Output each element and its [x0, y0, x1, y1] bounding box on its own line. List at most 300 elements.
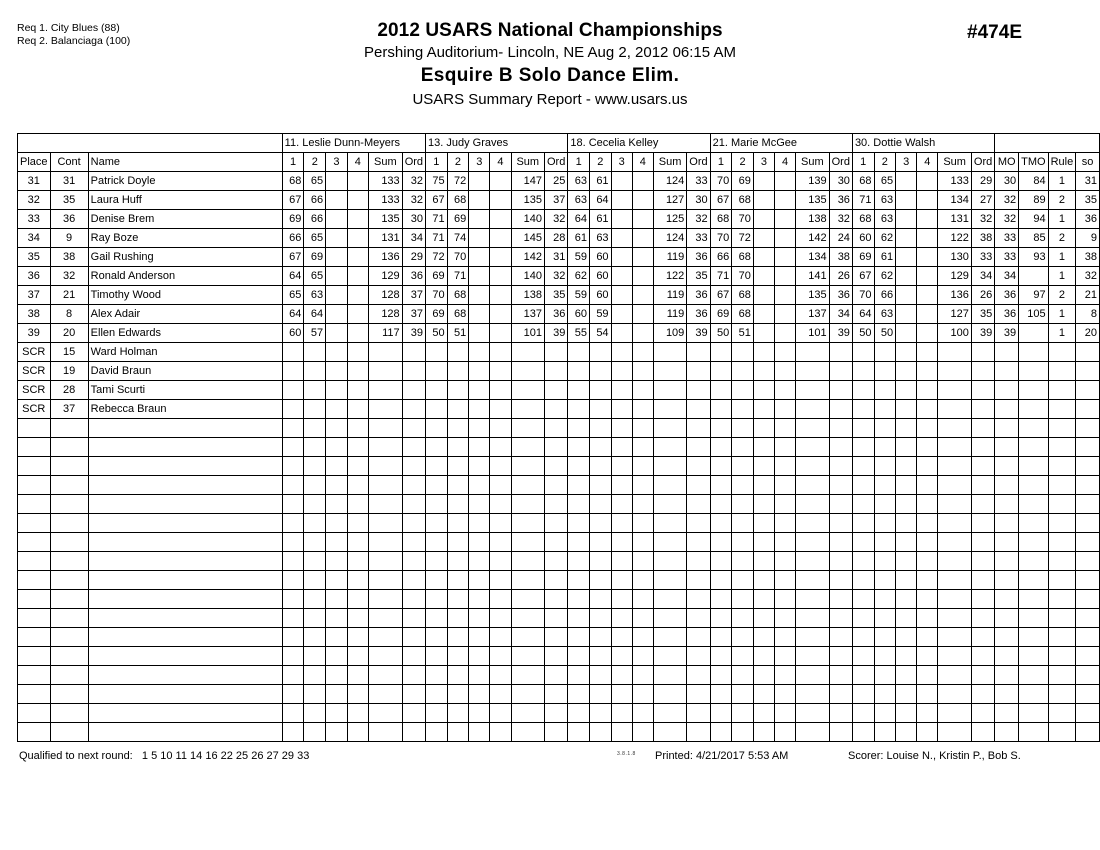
- cell-empty: [568, 514, 590, 533]
- cell-empty: [18, 552, 51, 571]
- cell-judge1-2: 65: [304, 172, 326, 191]
- cell-tmo: 105: [1019, 305, 1048, 324]
- cell-empty: [545, 628, 568, 647]
- cell-empty: [469, 666, 490, 685]
- cell-empty: [710, 609, 732, 628]
- cell-judge3-ord: [687, 381, 710, 400]
- cell-empty: [829, 457, 852, 476]
- cell-judge3-1: [568, 343, 590, 362]
- cell-empty: [852, 647, 874, 666]
- cell-empty: [426, 609, 448, 628]
- cell-empty: [426, 590, 448, 609]
- table-row-empty[interactable]: [18, 552, 1100, 571]
- cell-empty: [568, 457, 590, 476]
- cell-judge3-4: [632, 286, 653, 305]
- cell-tmo: [1019, 343, 1048, 362]
- cell-judge4-1: 67: [710, 286, 732, 305]
- cell-empty: [18, 438, 51, 457]
- cell-empty: [852, 533, 874, 552]
- cell-empty: [369, 571, 403, 590]
- cell-empty: [1048, 704, 1076, 723]
- table-row-empty[interactable]: [18, 495, 1100, 514]
- cell-empty: [829, 628, 852, 647]
- cell-empty: [611, 628, 632, 647]
- cell-empty: [447, 609, 469, 628]
- cell-empty: [852, 476, 874, 495]
- cell-judge1-1: [282, 343, 304, 362]
- cell-judge2-1: [426, 400, 448, 419]
- cell-empty: [995, 495, 1019, 514]
- cell-judge5-sum: 127: [938, 305, 971, 324]
- table-row-empty[interactable]: [18, 533, 1100, 552]
- cell-judge5-3: [896, 229, 917, 248]
- cell-judge3-ord: 35: [687, 267, 710, 286]
- cell-empty: [632, 533, 653, 552]
- cell-judge1-3: [326, 267, 347, 286]
- cell-so: 20: [1076, 324, 1100, 343]
- table-row-empty[interactable]: [18, 590, 1100, 609]
- cell-empty: [568, 552, 590, 571]
- cell-empty: [304, 723, 326, 742]
- cell-judge2-ord: [545, 343, 568, 362]
- cell-empty: [874, 723, 896, 742]
- cell-empty: [447, 476, 469, 495]
- table-row-empty[interactable]: [18, 514, 1100, 533]
- cell-name: Ray Boze: [88, 229, 282, 248]
- cell-judge4-3: [753, 286, 774, 305]
- cell-empty: [1048, 628, 1076, 647]
- cell-judge5-1: 67: [852, 267, 874, 286]
- cell-empty: [687, 590, 710, 609]
- cell-name: Laura Huff: [88, 191, 282, 210]
- table-row-empty[interactable]: [18, 419, 1100, 438]
- cell-judge4-2: [732, 362, 754, 381]
- table-row[interactable]: [18, 210, 1100, 229]
- cell-place: 37: [18, 286, 51, 305]
- cell-cont: 15: [50, 343, 88, 362]
- cell-judge3-1: 62: [568, 267, 590, 286]
- cell-empty: [511, 495, 544, 514]
- cell-judge1-4: [347, 229, 368, 248]
- cell-empty: [995, 723, 1019, 742]
- cell-judge1-sum: [369, 343, 403, 362]
- table-row-empty[interactable]: [18, 647, 1100, 666]
- cell-judge2-2: 71: [447, 267, 469, 286]
- table-row[interactable]: [18, 191, 1100, 210]
- table-row[interactable]: [18, 324, 1100, 343]
- cell-judge2-ord: [545, 362, 568, 381]
- table-row-empty[interactable]: [18, 666, 1100, 685]
- cell-empty: [687, 685, 710, 704]
- cell-cont: 8: [50, 305, 88, 324]
- cell-tmo: [1019, 400, 1048, 419]
- cell-empty: [589, 685, 611, 704]
- table-row-empty[interactable]: [18, 609, 1100, 628]
- cell-empty: [447, 571, 469, 590]
- table-row-empty[interactable]: [18, 704, 1100, 723]
- cell-empty: [18, 647, 51, 666]
- cell-judge5-sum: 136: [938, 286, 971, 305]
- cell-judge3-sum: [653, 381, 686, 400]
- cell-empty: [545, 723, 568, 742]
- cell-judge4-4: [774, 381, 795, 400]
- cell-empty: [426, 552, 448, 571]
- table-row[interactable]: [18, 248, 1100, 267]
- judge-header-1: 11. Leslie Dunn-Meyers: [282, 134, 425, 153]
- cell-empty: [545, 419, 568, 438]
- cell-judge2-1: 50: [426, 324, 448, 343]
- cell-empty: [852, 590, 874, 609]
- cell-judge1-4: [347, 381, 368, 400]
- cell-judge2-3: [469, 267, 490, 286]
- cell-mo: [995, 343, 1019, 362]
- cell-empty: [282, 723, 304, 742]
- cell-empty: [1076, 685, 1100, 704]
- cell-judge2-4: [490, 400, 511, 419]
- table-row[interactable]: [18, 229, 1100, 248]
- cell-judge3-sum: 124: [653, 229, 686, 248]
- cell-so: [1076, 362, 1100, 381]
- cell-empty: [426, 704, 448, 723]
- cell-judge2-sum: 138: [511, 286, 544, 305]
- cell-judge3-1: 64: [568, 210, 590, 229]
- cell-empty: [917, 552, 938, 571]
- cell-judge2-4: [490, 172, 511, 191]
- cell-empty: [447, 438, 469, 457]
- cell-rule: 1: [1048, 210, 1076, 229]
- header-judge5-sum: Sum: [938, 153, 971, 172]
- page-title: 2012 USARS National Championships: [377, 20, 723, 41]
- cell-judge3-1: 55: [568, 324, 590, 343]
- table-row-empty[interactable]: [18, 438, 1100, 457]
- cell-judge3-ord: [687, 362, 710, 381]
- cell-empty: [50, 590, 88, 609]
- cell-judge1-2: [304, 381, 326, 400]
- table-row[interactable]: [18, 267, 1100, 286]
- table-row-empty[interactable]: [18, 685, 1100, 704]
- cell-empty: [347, 533, 368, 552]
- cell-empty: [796, 666, 829, 685]
- header-judge2-2: 2: [447, 153, 469, 172]
- cell-empty: [402, 571, 425, 590]
- cell-empty: [1076, 571, 1100, 590]
- cell-judge1-3: [326, 362, 347, 381]
- cell-empty: [490, 647, 511, 666]
- cell-empty: [304, 533, 326, 552]
- cell-empty: [938, 476, 971, 495]
- cell-empty: [447, 457, 469, 476]
- cell-empty: [874, 685, 896, 704]
- cell-judge5-2: 61: [874, 248, 896, 267]
- cell-judge4-4: [774, 305, 795, 324]
- cell-judge4-ord: 30: [829, 172, 852, 191]
- cell-empty: [326, 457, 347, 476]
- cell-judge4-2: [732, 343, 754, 362]
- cell-empty: [632, 666, 653, 685]
- cell-judge3-3: [611, 362, 632, 381]
- cell-judge3-sum: 119: [653, 248, 686, 267]
- cell-empty: [490, 457, 511, 476]
- cell-empty: [304, 419, 326, 438]
- cell-empty: [1048, 552, 1076, 571]
- cell-judge4-ord: 24: [829, 229, 852, 248]
- cell-empty: [732, 514, 754, 533]
- cell-empty: [545, 552, 568, 571]
- cell-tmo: [1019, 381, 1048, 400]
- cell-empty: [369, 609, 403, 628]
- cell-empty: [50, 457, 88, 476]
- cell-place: 35: [18, 248, 51, 267]
- cell-empty: [426, 533, 448, 552]
- cell-empty: [995, 438, 1019, 457]
- cell-name: Ellen Edwards: [88, 324, 282, 343]
- cell-judge4-4: [774, 362, 795, 381]
- cell-mo: 33: [995, 248, 1019, 267]
- cell-empty: [995, 457, 1019, 476]
- header-judge5-4: 4: [917, 153, 938, 172]
- cell-empty: [917, 571, 938, 590]
- judge-row-tail-spacer: [995, 134, 1100, 153]
- cell-name: Tami Scurti: [88, 381, 282, 400]
- cell-judge4-3: [753, 191, 774, 210]
- cell-empty: [511, 552, 544, 571]
- cell-empty: [732, 647, 754, 666]
- cell-judge4-4: [774, 267, 795, 286]
- header-cont: Cont: [50, 153, 88, 172]
- table-row[interactable]: [18, 172, 1100, 191]
- cell-empty: [568, 628, 590, 647]
- cell-empty: [917, 476, 938, 495]
- cell-judge2-ord: [545, 381, 568, 400]
- cell-judge4-4: [774, 400, 795, 419]
- header-name: Name: [88, 153, 282, 172]
- cell-judge1-4: [347, 305, 368, 324]
- table-row[interactable]: [18, 362, 1100, 381]
- cell-empty: [326, 495, 347, 514]
- cell-empty: [50, 552, 88, 571]
- cell-judge5-3: [896, 324, 917, 343]
- cell-judge5-2: 50: [874, 324, 896, 343]
- cell-empty: [1048, 571, 1076, 590]
- cell-judge2-2: [447, 381, 469, 400]
- cell-judge5-ord: 35: [971, 305, 994, 324]
- cell-judge5-1: [852, 343, 874, 362]
- cell-empty: [490, 552, 511, 571]
- cell-empty: [732, 628, 754, 647]
- cell-empty: [995, 685, 1019, 704]
- cell-judge2-sum: [511, 400, 544, 419]
- cell-empty: [490, 476, 511, 495]
- cell-empty: [402, 476, 425, 495]
- cell-judge2-1: 69: [426, 305, 448, 324]
- cell-empty: [1019, 590, 1048, 609]
- cell-empty: [511, 476, 544, 495]
- cell-empty: [50, 685, 88, 704]
- cell-empty: [896, 476, 917, 495]
- cell-judge4-4: [774, 248, 795, 267]
- cell-so: 36: [1076, 210, 1100, 229]
- title-block: [0, 20, 1100, 108]
- cell-empty: [995, 476, 1019, 495]
- table-row[interactable]: [18, 381, 1100, 400]
- cell-judge1-1: 65: [282, 286, 304, 305]
- cell-judge5-4: [917, 381, 938, 400]
- cell-empty: [632, 476, 653, 495]
- cell-judge4-sum: [796, 381, 829, 400]
- cell-judge2-sum: [511, 362, 544, 381]
- cell-judge4-3: [753, 229, 774, 248]
- cell-empty: [490, 704, 511, 723]
- cell-empty: [589, 419, 611, 438]
- cell-empty: [50, 704, 88, 723]
- cell-empty: [50, 419, 88, 438]
- cell-judge3-ord: [687, 343, 710, 362]
- cell-empty: [469, 514, 490, 533]
- cell-empty: [1048, 590, 1076, 609]
- cell-empty: [896, 457, 917, 476]
- cell-judge3-2: 54: [589, 324, 611, 343]
- cell-judge4-1: 66: [710, 248, 732, 267]
- cell-empty: [402, 514, 425, 533]
- cell-empty: [1048, 457, 1076, 476]
- cell-judge4-2: 72: [732, 229, 754, 248]
- cell-empty: [971, 647, 994, 666]
- judge-header-2: 13. Judy Graves: [426, 134, 568, 153]
- cell-empty: [447, 685, 469, 704]
- cell-empty: [653, 723, 686, 742]
- header-judge4-ord: Ord: [829, 153, 852, 172]
- table-row[interactable]: [18, 286, 1100, 305]
- cell-empty: [653, 628, 686, 647]
- cell-tmo: 89: [1019, 191, 1048, 210]
- table-row-empty[interactable]: [18, 723, 1100, 742]
- cell-empty: [710, 533, 732, 552]
- cell-empty: [1048, 723, 1076, 742]
- cell-empty: [1048, 533, 1076, 552]
- table-row[interactable]: [18, 343, 1100, 362]
- cell-empty: [732, 590, 754, 609]
- cell-judge4-sum: 135: [796, 191, 829, 210]
- cell-rule: 1: [1048, 172, 1076, 191]
- cell-judge1-3: [326, 191, 347, 210]
- qualified-label: Qualified to next round:: [19, 750, 133, 762]
- cell-empty: [753, 666, 774, 685]
- cell-empty: [653, 419, 686, 438]
- cell-empty: [896, 552, 917, 571]
- cell-judge2-ord: 37: [545, 191, 568, 210]
- cell-judge1-3: [326, 210, 347, 229]
- cell-empty: [710, 628, 732, 647]
- cell-judge3-3: [611, 191, 632, 210]
- version-mark: 3.8.1.8: [617, 751, 636, 757]
- cell-empty: [347, 609, 368, 628]
- table-row-empty[interactable]: [18, 628, 1100, 647]
- cell-empty: [511, 438, 544, 457]
- cell-judge1-4: [347, 248, 368, 267]
- cell-judge2-2: 72: [447, 172, 469, 191]
- cell-empty: [18, 628, 51, 647]
- cell-empty: [304, 495, 326, 514]
- cell-judge5-sum: 100: [938, 324, 971, 343]
- cell-empty: [469, 723, 490, 742]
- cell-judge1-2: [304, 343, 326, 362]
- cell-empty: [326, 609, 347, 628]
- cell-empty: [326, 438, 347, 457]
- cell-empty: [971, 723, 994, 742]
- cell-empty: [632, 628, 653, 647]
- cell-empty: [88, 419, 282, 438]
- cell-empty: [568, 704, 590, 723]
- cell-judge1-ord: 37: [402, 305, 425, 324]
- cell-judge4-1: [710, 362, 732, 381]
- cell-empty: [1019, 628, 1048, 647]
- cell-empty: [917, 495, 938, 514]
- cell-empty: [1076, 590, 1100, 609]
- cell-cont: 38: [50, 248, 88, 267]
- cell-empty: [774, 704, 795, 723]
- cell-empty: [402, 457, 425, 476]
- cell-judge2-1: 75: [426, 172, 448, 191]
- cell-rule: [1048, 343, 1076, 362]
- cell-empty: [829, 609, 852, 628]
- cell-cont: 21: [50, 286, 88, 305]
- cell-empty: [732, 685, 754, 704]
- cell-empty: [18, 704, 51, 723]
- cell-empty: [88, 647, 282, 666]
- cell-empty: [653, 495, 686, 514]
- cell-empty: [282, 571, 304, 590]
- cell-empty: [326, 723, 347, 742]
- header-judge1-sum: Sum: [369, 153, 403, 172]
- cell-name: Denise Brem: [88, 210, 282, 229]
- cell-judge4-3: [753, 305, 774, 324]
- cell-judge1-ord: 39: [402, 324, 425, 343]
- cell-judge3-1: [568, 381, 590, 400]
- cell-empty: [774, 552, 795, 571]
- cell-judge1-sum: 128: [369, 286, 403, 305]
- cell-empty: [490, 571, 511, 590]
- cell-judge2-3: [469, 324, 490, 343]
- cell-empty: [511, 514, 544, 533]
- header-judge2-1: 1: [426, 153, 448, 172]
- table-row-empty[interactable]: [18, 457, 1100, 476]
- cell-judge1-sum: [369, 362, 403, 381]
- cell-judge4-ord: [829, 381, 852, 400]
- cell-empty: [402, 647, 425, 666]
- cell-judge4-1: [710, 381, 732, 400]
- cell-empty: [796, 685, 829, 704]
- table-row[interactable]: [18, 305, 1100, 324]
- event-number: #474E: [967, 22, 1022, 43]
- cell-judge5-2: 65: [874, 172, 896, 191]
- cell-empty: [653, 666, 686, 685]
- cell-empty: [1048, 476, 1076, 495]
- cell-empty: [938, 628, 971, 647]
- cell-empty: [304, 476, 326, 495]
- cell-empty: [1019, 647, 1048, 666]
- cell-empty: [995, 647, 1019, 666]
- table-row-empty[interactable]: [18, 476, 1100, 495]
- cell-cont: 31: [50, 172, 88, 191]
- score-table: [17, 133, 1100, 742]
- cell-empty: [545, 647, 568, 666]
- table-row-empty[interactable]: [18, 571, 1100, 590]
- cell-judge5-ord: 32: [971, 210, 994, 229]
- cell-empty: [326, 685, 347, 704]
- cell-judge2-2: [447, 362, 469, 381]
- cell-empty: [829, 419, 852, 438]
- table-row[interactable]: [18, 400, 1100, 419]
